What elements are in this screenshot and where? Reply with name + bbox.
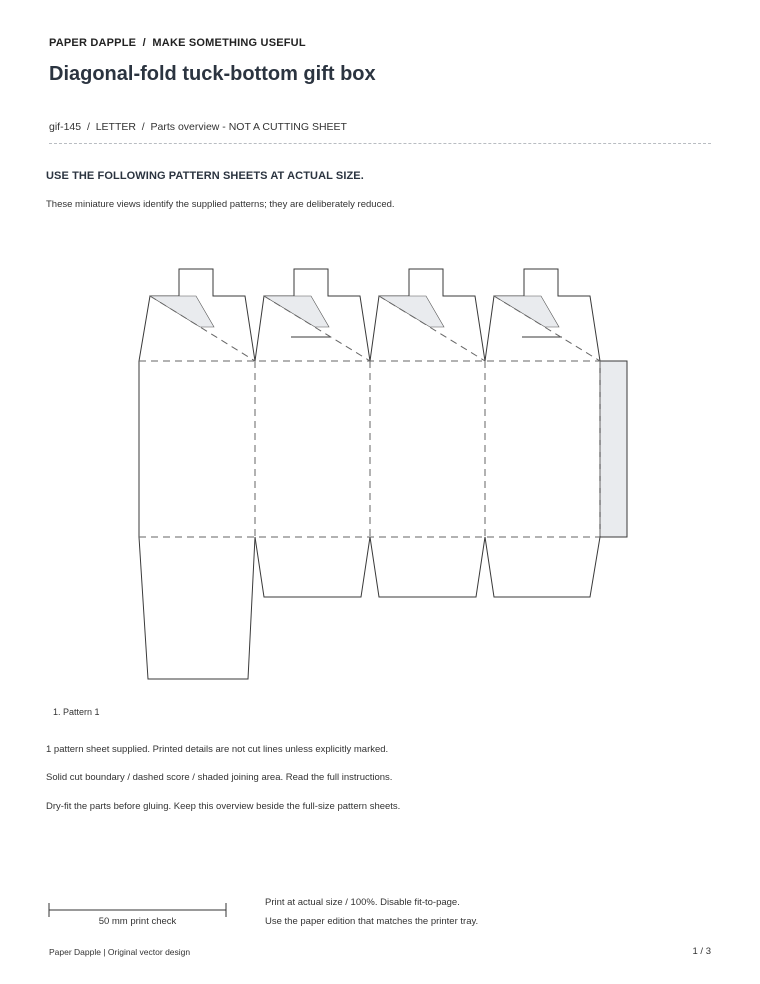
score-diagonal-1 — [150, 296, 255, 361]
panel-2-join-shade — [264, 296, 329, 327]
document-meta: gif-145 / LETTER / Parts overview - NOT A CUTTING SHEET — [49, 121, 347, 133]
print-instruction-2: Use the paper edition that matches the printer tray. — [265, 916, 479, 927]
panel-4-join-shade — [494, 296, 559, 327]
glue-tab-shade — [600, 361, 627, 537]
footer-credit: Paper Dapple | Original vector design — [49, 947, 191, 957]
panel-2-bottom-flap-outline — [255, 537, 370, 597]
scale-label: 50 mm print check — [98, 916, 177, 927]
panel-4-bottom-flap-outline — [485, 537, 600, 597]
panel-3-join-shade — [379, 296, 444, 327]
bottom-long-flap-outline — [139, 537, 255, 679]
section-heading: USE THE FOLLOWING PATTERN SHEETS AT ACTUAL SIZE. — [46, 170, 364, 182]
page-title: Diagonal-fold tuck-bottom gift box — [49, 63, 376, 85]
panel-1-join-shade — [150, 296, 214, 327]
print-instruction-1: Print at actual size / 100%. Disable fit-to-page. — [265, 897, 460, 908]
pattern-caption: 1. Pattern 1 — [53, 707, 100, 717]
scale-bar — [49, 903, 226, 917]
page-number: 1 / 3 — [692, 946, 711, 957]
note-2: Solid cut boundary / dashed score / shaded joining area. Read the full instructions. — [46, 772, 393, 783]
panel-3-bottom-flap-outline — [370, 537, 485, 597]
note-1: 1 pattern sheet supplied. Printed details are not cut lines unless explicitly marked. — [46, 744, 389, 755]
brand-breadcrumb: PAPER DAPPLE / MAKE SOMETHING USEFUL — [49, 37, 306, 49]
note-3: Dry-fit the parts before gluing. Keep this overview beside the full-size pattern sheets. — [46, 801, 401, 812]
section-subtitle: These miniature views identify the supplied patterns; they are deliberately reduced. — [46, 199, 395, 210]
